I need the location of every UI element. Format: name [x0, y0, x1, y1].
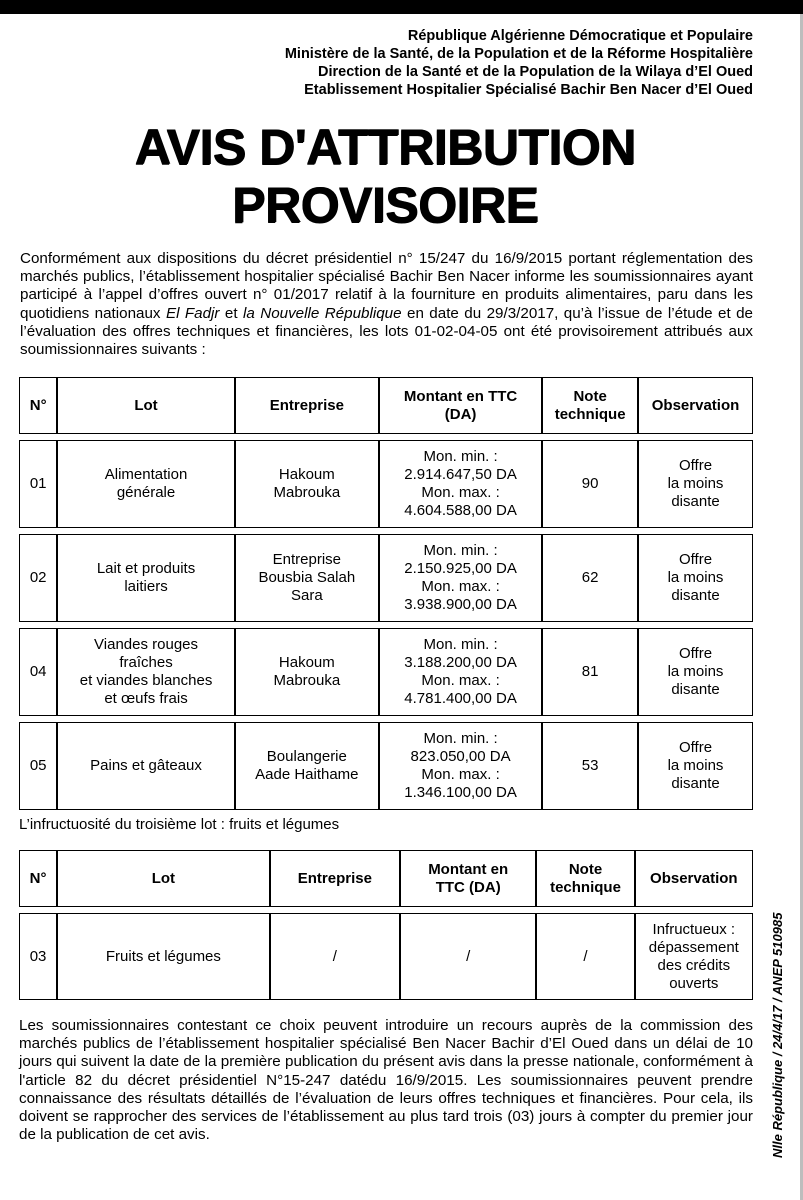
infructuous-lot-table [19, 850, 753, 1000]
infructuosite-note: L’infructuosité du troisième lot : fruits et légumes [19, 816, 340, 833]
header-lot: Lot [57, 850, 270, 907]
header-lot: Lot [57, 377, 234, 434]
header-note: Note technique [542, 377, 638, 434]
cell-num: 02 [19, 534, 57, 622]
header-line-direction: Direction de la Santé et de la Population de la Wilaya d’El Oued [318, 64, 753, 80]
cell-num: 01 [19, 440, 57, 528]
table-row [19, 628, 753, 716]
newspaper-2: la Nouvelle République [242, 304, 402, 322]
notice-title [0, 118, 770, 234]
cell-note: 90 [542, 440, 638, 528]
cell-num: 03 [19, 913, 57, 1000]
cell-lot: Lait et produits laitiers [57, 534, 234, 622]
cell-observation: Offre la moins disante [638, 534, 753, 622]
cell-montant: / [400, 913, 536, 1000]
header-montant: Montant en TTC (DA) [379, 377, 542, 434]
cell-entreprise: Entreprise Bousbia Salah Sara [235, 534, 379, 622]
cell-num: 04 [19, 628, 57, 716]
cell-lot: Alimentation générale [57, 440, 234, 528]
cell-observation: Offre la moins disante [638, 628, 753, 716]
cell-entreprise: / [270, 913, 400, 1000]
header-note: Note technique [536, 850, 634, 907]
header-line-establishment: Etablissement Hospitalier Spécialisé Bachir Ben Nacer d’El Oued [304, 82, 753, 98]
cell-note: 53 [542, 722, 638, 810]
header-num: N° [19, 377, 57, 434]
table-row [19, 440, 753, 528]
title-line-1: AVIS D'ATTRIBUTION [134, 119, 636, 175]
header-num: N° [19, 850, 57, 907]
cell-observation: Infructueux : dépassement des crédits ouverts [635, 913, 753, 1000]
cell-montant: Mon. min. : 823.050,00 DA Mon. max. : 1.346.100,00 DA [379, 722, 542, 810]
cell-note: 62 [542, 534, 638, 622]
cell-observation: Offre la moins disante [638, 440, 753, 528]
table-header-row [19, 850, 753, 907]
top-border-bar [0, 0, 803, 14]
cell-note: / [536, 913, 634, 1000]
institution-header [285, 27, 753, 99]
cell-note: 81 [542, 628, 638, 716]
table-header-row [19, 377, 753, 434]
cell-montant: Mon. min. : 3.188.200,00 DA Mon. max. : 4.781.400,00 DA [379, 628, 542, 716]
cell-num: 05 [19, 722, 57, 810]
header-line-republic: République Algérienne Démocratique et Populaire [407, 28, 753, 44]
cell-entreprise: Boulangerie Aade Haithame [235, 722, 379, 810]
intro-text-1: Conformément aux dispositions du décret présidentiel n° 15/247 du 16/9/2015 portant réglementation des marchés publics, l’établissement hospitalier spécialisé Bachir Ben Nacer informe les soumissionnaires ayant participé à l’appel d’offres ouvert n° 01/2017 relatif à la fourniture en produits alimentaires, paru dans les quotidiens nationaux [20, 250, 753, 322]
header-observation: Observation [638, 377, 753, 434]
cell-montant: Mon. min. : 2.914.647,50 DA Mon. max. : 4.604.588,00 DA [379, 440, 542, 528]
cell-lot: Viandes rouges fraîches et viandes blanches et œufs frais [57, 628, 234, 716]
header-montant: Montant en TTC (DA) [400, 850, 536, 907]
table-row [19, 913, 753, 1000]
cell-entreprise: Hakoum Mabrouka [235, 628, 379, 716]
header-entreprise: Entreprise [235, 377, 379, 434]
header-observation: Observation [635, 850, 753, 907]
closing-paragraph: Les soumissionnaires contestant ce choix peuvent introduire un recours auprès de la commission des marchés publics de l’établissement hospitalier spécialisé Ben Nacer Bachir d’El Oued dans un délai de 10 jours qui suivent la date de la première publication du présent avis dans la presse nationale, conformément à l'article 82 du décret présidentiel N°15-247 datédu 16/9/2015. Les soumissionnaires peuvent prendre connaissance des résultats détaillés de l’évaluation de leurs offres techniques et financières. Pour cela, ils doivent se rapprocher des services de l’établissement au plus tard trois (03) jours à compter du premier jour de la publication de cet avis. [19, 1017, 753, 1144]
publication-reference: Nlle République / 24/4/17 / ANEP 510985 [770, 912, 785, 1158]
cell-observation: Offre la moins disante [638, 722, 753, 810]
header-entreprise: Entreprise [270, 850, 400, 907]
cell-lot: Pains et gâteaux [57, 722, 234, 810]
cell-lot: Fruits et légumes [57, 913, 270, 1000]
header-line-ministry: Ministère de la Santé, de la Population et de la Réforme Hospitalière [284, 46, 753, 62]
intro-paragraph [20, 250, 753, 359]
table-row [19, 534, 753, 622]
attribution-table [19, 377, 753, 810]
title-line-2: PROVISOIRE [231, 177, 539, 233]
intro-and: et [219, 304, 243, 322]
cell-entreprise: Hakoum Mabrouka [235, 440, 379, 528]
cell-montant: Mon. min. : 2.150.925,00 DA Mon. max. : 3.938.900,00 DA [379, 534, 542, 622]
intro-text-2: en date du 29/3/2017, qu’à l’issue de l’étude et de l’évaluation des offres techniques et financières, les lots 01-02-04-05 ont été provisoirement attribués aux soumissionnaires suivants : [20, 304, 753, 359]
newspaper-1: El Fadjr [165, 304, 220, 322]
table-row [19, 722, 753, 810]
